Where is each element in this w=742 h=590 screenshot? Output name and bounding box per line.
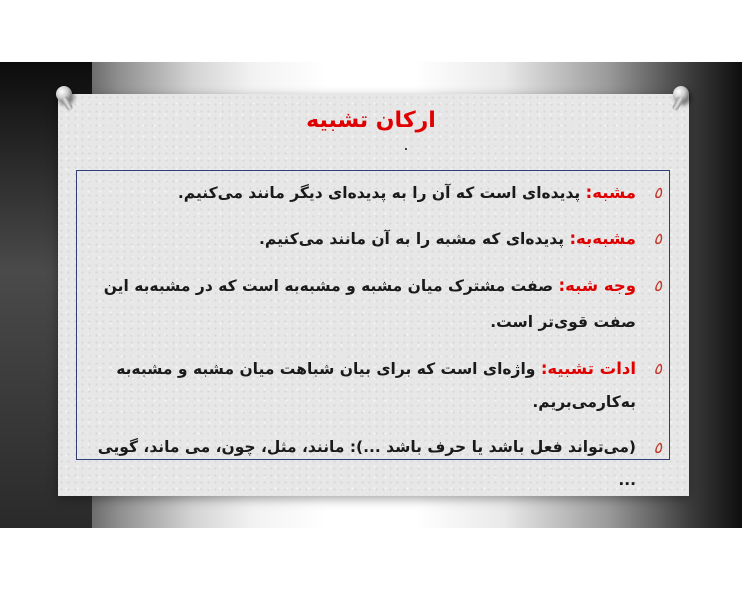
- list-item: [84, 268, 662, 340]
- item-term: وجه شبه:: [558, 276, 636, 295]
- bullet-icon: ٥: [653, 276, 662, 295]
- item-term: مشبه‌به:: [569, 229, 636, 248]
- list-item: [84, 176, 662, 210]
- item-term: ادات تشبیه:: [540, 359, 636, 378]
- item-text: پدیده‌ای که مشبه را به آن مانند می‌کنیم.: [259, 230, 570, 248]
- pushpin-icon: [56, 86, 72, 102]
- item-text: پدیده‌ای است که آن را به پدیده‌ای دیگر مانند می‌کنیم.: [177, 184, 586, 202]
- speck: [405, 148, 407, 150]
- page-title: ارکان تشبیه: [306, 108, 436, 133]
- item-term: مشبه:: [585, 183, 636, 202]
- list-item: [84, 352, 662, 419]
- pushpin-icon: [673, 86, 689, 102]
- item-text: واژه‌ای است که برای بیان شباهت میان مشبه و مشبه‌به به‌کارمی‌بریم.: [116, 360, 636, 411]
- list-item: [84, 222, 662, 256]
- definition-list: [84, 176, 662, 509]
- bullet-icon: ٥: [653, 438, 662, 457]
- list-item: [84, 431, 662, 497]
- bullet-icon: ٥: [653, 359, 662, 378]
- bullet-icon: ٥: [653, 229, 662, 248]
- bullet-icon: ٥: [653, 183, 662, 202]
- item-text: صفت مشترک میان مشبه و مشبه‌به است که در مشبه‌به این صفت قوی‌تر است.: [103, 277, 636, 331]
- item-text: (می‌تواند فعل باشد یا حرف باشد ...): مانند، مثل، چون، می ماند، گویی ...: [97, 438, 636, 489]
